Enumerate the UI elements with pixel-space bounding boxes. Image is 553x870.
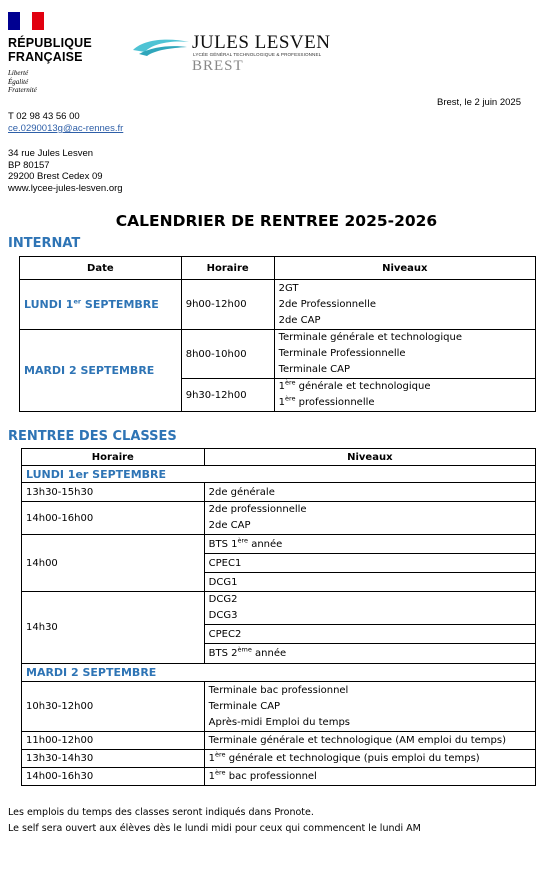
niveau-item: Terminale CAP	[208, 700, 281, 712]
niveau-item: 2de Professionnelle	[278, 298, 377, 310]
lycee-name: JULES LESVEN	[192, 32, 331, 53]
lundi-date-month: SEPTEMBRE	[81, 298, 159, 311]
address-line-3: 29200 Brest Cedex 09	[8, 171, 103, 182]
motto	[8, 69, 37, 95]
french-flag-icon	[8, 12, 44, 30]
horaire-cell: 13h30-14h30	[22, 750, 205, 768]
niveaux-cell	[204, 682, 535, 732]
lundi-date-sup: er	[73, 297, 82, 306]
niveaux-cell: 2de générale	[204, 483, 535, 502]
horaire-cell: 14h00-16h00	[22, 502, 205, 535]
niveaux-cell: DCG1	[204, 573, 535, 592]
niveaux-cell	[204, 592, 535, 625]
website-link[interactable]: www.lycee-jules-lesven.org	[8, 182, 123, 194]
mardi-horaire-1: 8h00-10h00	[181, 330, 274, 379]
rentree-section-title: RENTREE DES CLASSES	[8, 429, 177, 444]
horaire-cell: 14h00	[22, 535, 205, 592]
niveau-sup: ère	[215, 750, 226, 759]
niveau-item: 1ère générale et technologique	[278, 378, 431, 392]
lundi-date	[20, 280, 182, 330]
header-niveaux: Niveaux	[204, 449, 535, 466]
niveau-item: DCG2	[208, 594, 238, 605]
table-row	[22, 732, 536, 750]
table-row	[22, 768, 536, 786]
day-row	[22, 664, 536, 682]
table-row	[22, 592, 536, 625]
table-row	[22, 483, 536, 502]
lycee-city: BREST	[192, 58, 244, 74]
table-row	[22, 750, 536, 768]
niveau-sup: ère	[215, 768, 226, 777]
header-date: Date	[20, 257, 182, 280]
niveau-text: bac professionnel	[225, 771, 317, 782]
table-row	[22, 682, 536, 732]
table-row	[22, 502, 536, 535]
niveaux-cell	[204, 644, 535, 664]
niveau-sup: ère	[284, 378, 296, 387]
internat-table	[19, 256, 536, 412]
niveaux-cell: CPEC2	[204, 625, 535, 644]
contact-email-link[interactable]: ce.0290013g@ac-rennes.fr	[8, 123, 124, 134]
niveau-item: 2de CAP	[278, 314, 321, 326]
mardi-date: MARDI 2 SEPTEMBRE	[20, 330, 182, 412]
mardi-niveaux-2	[274, 379, 535, 412]
header-horaire: Horaire	[22, 449, 205, 466]
footer-line-1: Les emplois du temps des classes seront indiqués dans Pronote.	[8, 807, 314, 818]
niveaux-cell	[204, 502, 535, 535]
lycee-subtitle: LYCÉE GÉNÉRAL TECHNOLOGIQUE & PROFESSIONNEL	[193, 52, 322, 57]
mardi-niveaux-1	[274, 330, 535, 379]
horaire-cell: 14h30	[22, 592, 205, 664]
niveau-item: Terminale générale et technologique	[278, 332, 462, 343]
contact-address	[8, 148, 123, 194]
niveau-text: BTS 1	[208, 538, 238, 550]
horaire-cell: 11h00-12h00	[22, 732, 205, 750]
niveau-item: DCG3	[208, 610, 238, 621]
document-title: CALENDRIER DE RENTREE 2025-2026	[115, 212, 438, 230]
lundi-day-title: LUNDI 1er SEPTEMBRE	[22, 466, 536, 483]
niveau-text: professionnelle	[295, 397, 375, 408]
lundi-niveaux	[274, 280, 535, 330]
niveau-item: Après-midi Emploi du temps	[208, 716, 351, 728]
niveau-text: générale et technologique	[295, 381, 431, 392]
footer-notes	[8, 805, 421, 837]
table-row	[20, 280, 536, 330]
date-line: Brest, le 2 juin 2025	[437, 97, 521, 108]
niveau-sup: ème	[237, 645, 252, 654]
internat-header-row	[20, 257, 536, 280]
republique-label: RÉPUBLIQUE	[8, 36, 92, 50]
horaire-cell: 10h30-12h00	[22, 682, 205, 732]
niveau-text: année	[248, 538, 283, 550]
niveau-item: 2de CAP	[208, 520, 251, 531]
niveau-sup: ère	[284, 394, 296, 403]
niveau-sup: ère	[237, 536, 249, 545]
niveaux-cell	[204, 535, 535, 554]
niveaux-cell: CPEC1	[204, 554, 535, 573]
niveau-text: année	[251, 648, 287, 659]
motto-liberte: Liberté	[8, 69, 29, 77]
address-line-2: BP 80157	[8, 159, 50, 171]
niveau-item: 2GT	[278, 282, 299, 294]
niveau-item: 1ère professionnelle	[278, 394, 375, 408]
niveaux-cell: 1ère générale et technologique (puis emploi du temps)	[204, 750, 535, 768]
address-line-1: 34 rue Jules Lesven	[8, 148, 94, 159]
republique-francaise-mark	[8, 36, 92, 64]
niveau-item: 2de professionnelle	[208, 504, 307, 515]
niveau-text: BTS 2	[208, 648, 238, 659]
mardi-horaire-2: 9h30-12h00	[181, 379, 274, 412]
rentree-header-row	[22, 449, 536, 466]
footer-line-2: Le self sera ouvert aux élèves dès le lundi midi pour ceux qui commencent le lundi AM	[8, 823, 421, 834]
table-row	[20, 330, 536, 379]
francaise-label: FRANÇAISE	[8, 50, 83, 64]
header-horaire: Horaire	[181, 257, 274, 280]
lycee-logo-icon	[131, 36, 191, 58]
niveau-item: Terminale Professionnelle	[278, 348, 406, 359]
lundi-horaire: 9h00-12h00	[181, 280, 274, 330]
niveau-text: générale et technologique (puis emploi du temps)	[225, 753, 480, 764]
lundi-date-text: LUNDI 1	[24, 298, 74, 311]
motto-egalite: Égalité	[8, 77, 29, 86]
mardi-day-title: MARDI 2 SEPTEMBRE	[22, 664, 536, 682]
contact-phone: T 02 98 43 56 00	[8, 111, 80, 122]
table-row	[22, 535, 536, 554]
day-row	[22, 466, 536, 483]
internat-section-title: INTERNAT	[8, 236, 81, 251]
niveau-item: Terminale bac professionnel	[208, 684, 349, 696]
horaire-cell: 13h30-15h30	[22, 483, 205, 502]
horaire-cell: 14h00-16h30	[22, 768, 205, 786]
rentree-table	[21, 448, 536, 786]
header-niveaux: Niveaux	[274, 257, 535, 280]
motto-fraternite: Fraternité	[8, 86, 37, 94]
niveau-item: Terminale CAP	[278, 364, 351, 375]
niveaux-cell: Terminale générale et technologique (AM emploi du temps)	[204, 732, 535, 750]
niveaux-cell: 1ère bac professionnel	[204, 768, 535, 786]
